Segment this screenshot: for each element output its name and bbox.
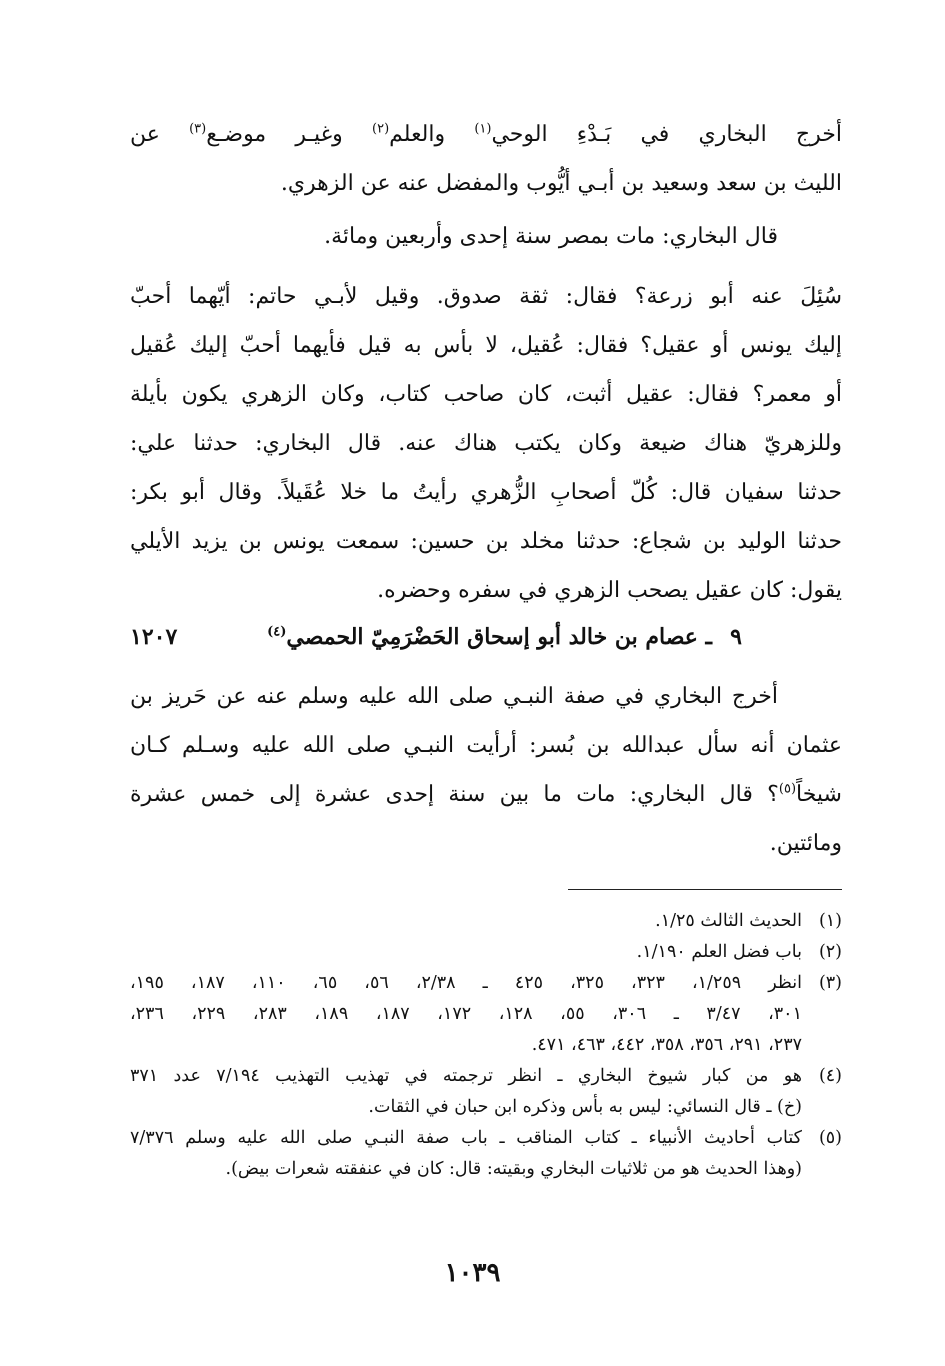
footnote-ref: (١) [474, 121, 492, 137]
footnote-number: (٣) [818, 973, 842, 993]
footnote-number: (٤) [818, 1066, 842, 1086]
paragraph-bukhari-death [130, 212, 842, 261]
footnote-line: باب فضل العلم ١/١٩٠. [636, 942, 802, 962]
text-line: أخرج البخاري في صفة النبـي صلى الله عليه وسلم عنه عن حَريز بن [130, 684, 778, 709]
entry-order: ٩ [730, 624, 742, 650]
footnote-separator [568, 889, 842, 890]
footnote-line: ٣٠١، ٣/٤٧ ـ ٣٠٦، ٥٥، ١٢٨، ١٧٢، ١٨٧، ١٨٩، ٢٨٣، ٢٢٩، ٢٣٦، [130, 1004, 802, 1024]
paragraph-grading [130, 272, 842, 615]
paragraph-bukhari-1 [130, 110, 842, 208]
footnote-number: (١) [818, 911, 842, 931]
text-line: ومائتين. [769, 831, 842, 856]
text-line: إليك يونس أو عقيل؟ فقال: عُقيل، لا بأس به قيل فأيهما أحبّ إليك عُقيل [130, 333, 842, 358]
footnote-line: (خ) ـ قال النسائي: ليس به بأس وذكره ابن حبان في الثقات. [368, 1097, 802, 1117]
paragraph-bukhari-2 [130, 672, 842, 868]
text-line: وللزهريّ هناك ضيعة وكان يكتب هناك عنه. قال البخاري: حدثنا علي: [130, 431, 842, 456]
entry-heading [130, 617, 842, 657]
footnote [130, 968, 842, 1061]
text-line: أخرج البخاري في بَـدْءِ الوحي$^{(١)}$ والعلم$^{(٢)}$ وغيـر موضـع$^{(٣)}$ عن [130, 121, 842, 147]
footnote-ref: (٥) [778, 781, 797, 797]
footnote [130, 1123, 842, 1185]
footnote-ref: (٢) [372, 121, 390, 137]
footnote-number: (٢) [818, 942, 842, 962]
footnote-line: (وهذا الحديث هو من ثلاثيات البخاري وبقيته: قال: كان في عنفقته شعرات بيض). [225, 1159, 802, 1179]
footnote-line: الحديث الثالث ١/٢٥. [655, 911, 802, 931]
footnote-ref: (٣) [189, 121, 207, 137]
footnote-number: (٥) [818, 1128, 842, 1148]
footnote [130, 906, 842, 937]
text-line: سُئِلَ عنه أبو زرعة؟ فقال: ثقة صدوق. وقيل لأبـي حاتم: أيّهما أحبّ [130, 284, 842, 309]
footnote-line: كتاب أحاديث الأنبياء ـ كتاب المناقب ـ باب صفة النبـي صلى الله عليه وسلم ٧/٣٧٦ [130, 1128, 802, 1148]
footnote [130, 1061, 842, 1123]
text-line: الليث بن سعد وسعيد بن أبـي أيُّوب والمفضل عنه عن الزهري. [280, 171, 842, 196]
footnotes [130, 906, 842, 1185]
text-line: يقول: كان عقيل يصحب الزهري في سفره وحضره. [377, 578, 842, 603]
footnote-line: انظر ١/٢٥٩، ٣٢٣، ٣٢٥، ٤٢٥ ـ ٢/٣٨، ٥٦، ٦٥، ١١٠، ١٨٧، ١٩٥، [130, 973, 802, 993]
footnote [130, 937, 842, 968]
text-line: عثمان أنه سأل عبدالله بن بُسر: أرأيت النبـي صلى الله عليه وسـلم كـان [130, 733, 842, 758]
text-line: أو معمر؟ فقال: عقيل أثبت، كان صاحب كتاب، وكان الزهري يكون بأيلة [130, 382, 842, 407]
text-line: حدثنا سفيان قال: كُلّ أصحابِ الزُّهري رأيتُ ما خلا عُقَيلاً. وقال أبو بكر: [130, 480, 842, 505]
footnote-line: ٢٣٧، ٢٩١، ٣٥٦، ٣٥٨، ٤٤٢، ٤٦٣، ٤٧١. [531, 1035, 802, 1055]
page-number: ١٠٣٩ [444, 1258, 501, 1288]
footnote-line: هو من كبار شيوخ البخاري ـ انظر ترجمته في تهذيب التهذيب ٧/١٩٤ عدد ٣٧١ [130, 1066, 802, 1086]
text-line: قال البخاري: مات بمصر سنة إحدى وأربعين ومائة. [324, 224, 778, 249]
entry-number: ١٢٠٧ [130, 624, 178, 650]
entry-name: ـ عصام بن خالد أبو إسحاق الحَضْرَمِيّ الحمصي$^{(٤)}$ [267, 624, 712, 650]
text-line: شيخاً$^{(٥)}$؟ قال البخاري: مات ما بين سنة إحدى عشرة إلى خمس عشرة [130, 781, 842, 807]
text-line: حدثنا الوليد بن شجاع: حدثنا مخلد بن حسين: سمعت يونس بن يزيد الأيلي [130, 529, 842, 554]
footnote-ref: (٤) [267, 624, 287, 640]
